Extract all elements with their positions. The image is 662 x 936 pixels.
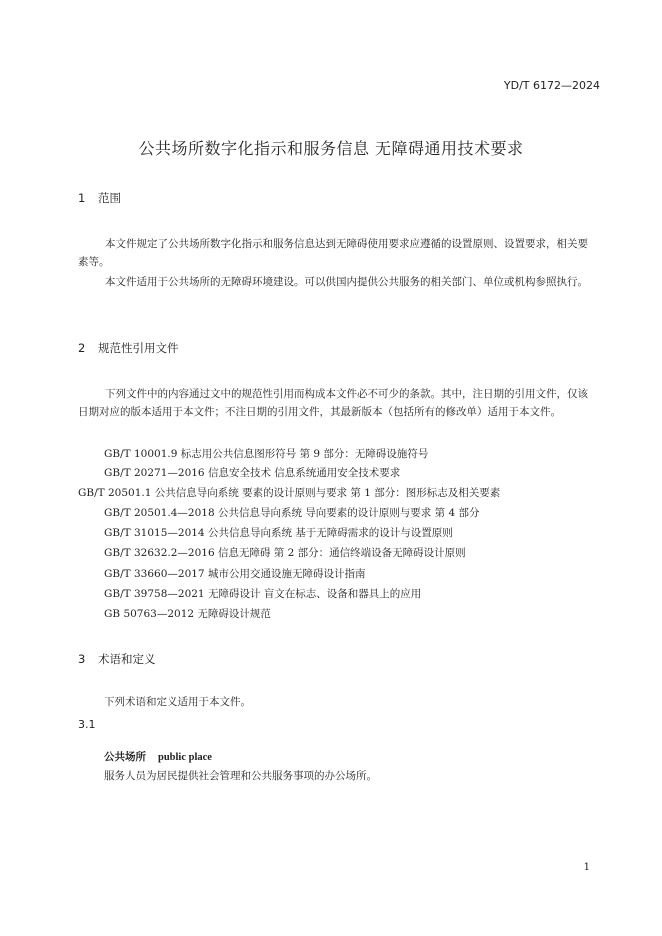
term-entry	[104, 748, 212, 767]
section-title: 范围	[98, 191, 121, 205]
reference-item: GB/T 39758—2021 无障碍设计 盲文在标志、设备和器具上的应用	[104, 588, 422, 600]
reference-item: GB/T 20271—2016 信息安全技术 信息系统通用安全技术要求	[104, 467, 401, 479]
reference-item: GB/T 32632.2—2016 信息无障碍 第 2 部分：通信终端设备无障碍设计原则	[104, 547, 466, 559]
reference-item: GB/T 31015—2014 公共信息导向系统 基于无障碍需求的设计与设置原则	[104, 527, 453, 539]
paragraph: 下列文件中的内容通过文中的规范性引用而构成本文件必不可少的条款。其中，注日期的引用文件，仅该日期对应的版本适用于本文件；不注日期的引用文件，其最新版本（包括所有的修改单）适用于本文件。	[78, 388, 588, 418]
clause-number: 3.1	[78, 718, 96, 731]
section-number: 1	[78, 191, 86, 205]
section-number: 3	[78, 652, 86, 666]
section-2-heading	[78, 340, 179, 356]
paragraph: 下列术语和定义适用于本文件。	[104, 696, 251, 708]
term-chinese: 公共场所	[104, 751, 146, 763]
page-number: 1	[583, 862, 590, 873]
section-3-heading	[78, 651, 156, 667]
term-english: public place	[158, 752, 212, 763]
term-definition: 服务人员为居民提供社会管理和公共服务事项的办公场所。	[104, 770, 377, 782]
reference-item: GB/T 20501.4—2018 公共信息导向系统 导向要素的设计原则与要求 第 4 部分	[104, 507, 480, 519]
paragraph: 本文件规定了公共场所数字化指示和服务信息达到无障碍使用要求应遵循的设置原则、设置要求，相关要素等。	[78, 238, 588, 268]
standard-code: YD/T 6172—2024	[503, 79, 600, 92]
reference-item: GB/T 20501.1 公共信息导向系统 要素的设计原则与要求 第 1 部分：图形标志及相关要素	[78, 487, 501, 499]
section-number: 2	[78, 341, 86, 355]
section-title: 术语和定义	[98, 652, 156, 666]
document-title: 公共场所数字化指示和服务信息 无障碍通用技术要求	[138, 139, 524, 158]
section-1-heading	[78, 190, 121, 206]
reference-item: GB/T 10001.9 标志用公共信息图形符号 第 9 部分：无障碍设施符号	[104, 448, 429, 460]
reference-item: GB/T 33660—2017 城市公用交通设施无障碍设计指南	[104, 568, 366, 580]
paragraph: 本文件适用于公共场所的无障碍环境建设。可以供国内提供公共服务的相关部门、单位或机构参照执行。	[105, 276, 588, 288]
section-title: 规范性引用文件	[98, 341, 179, 355]
reference-item: GB 50763—2012 无障碍设计规范	[104, 608, 271, 620]
